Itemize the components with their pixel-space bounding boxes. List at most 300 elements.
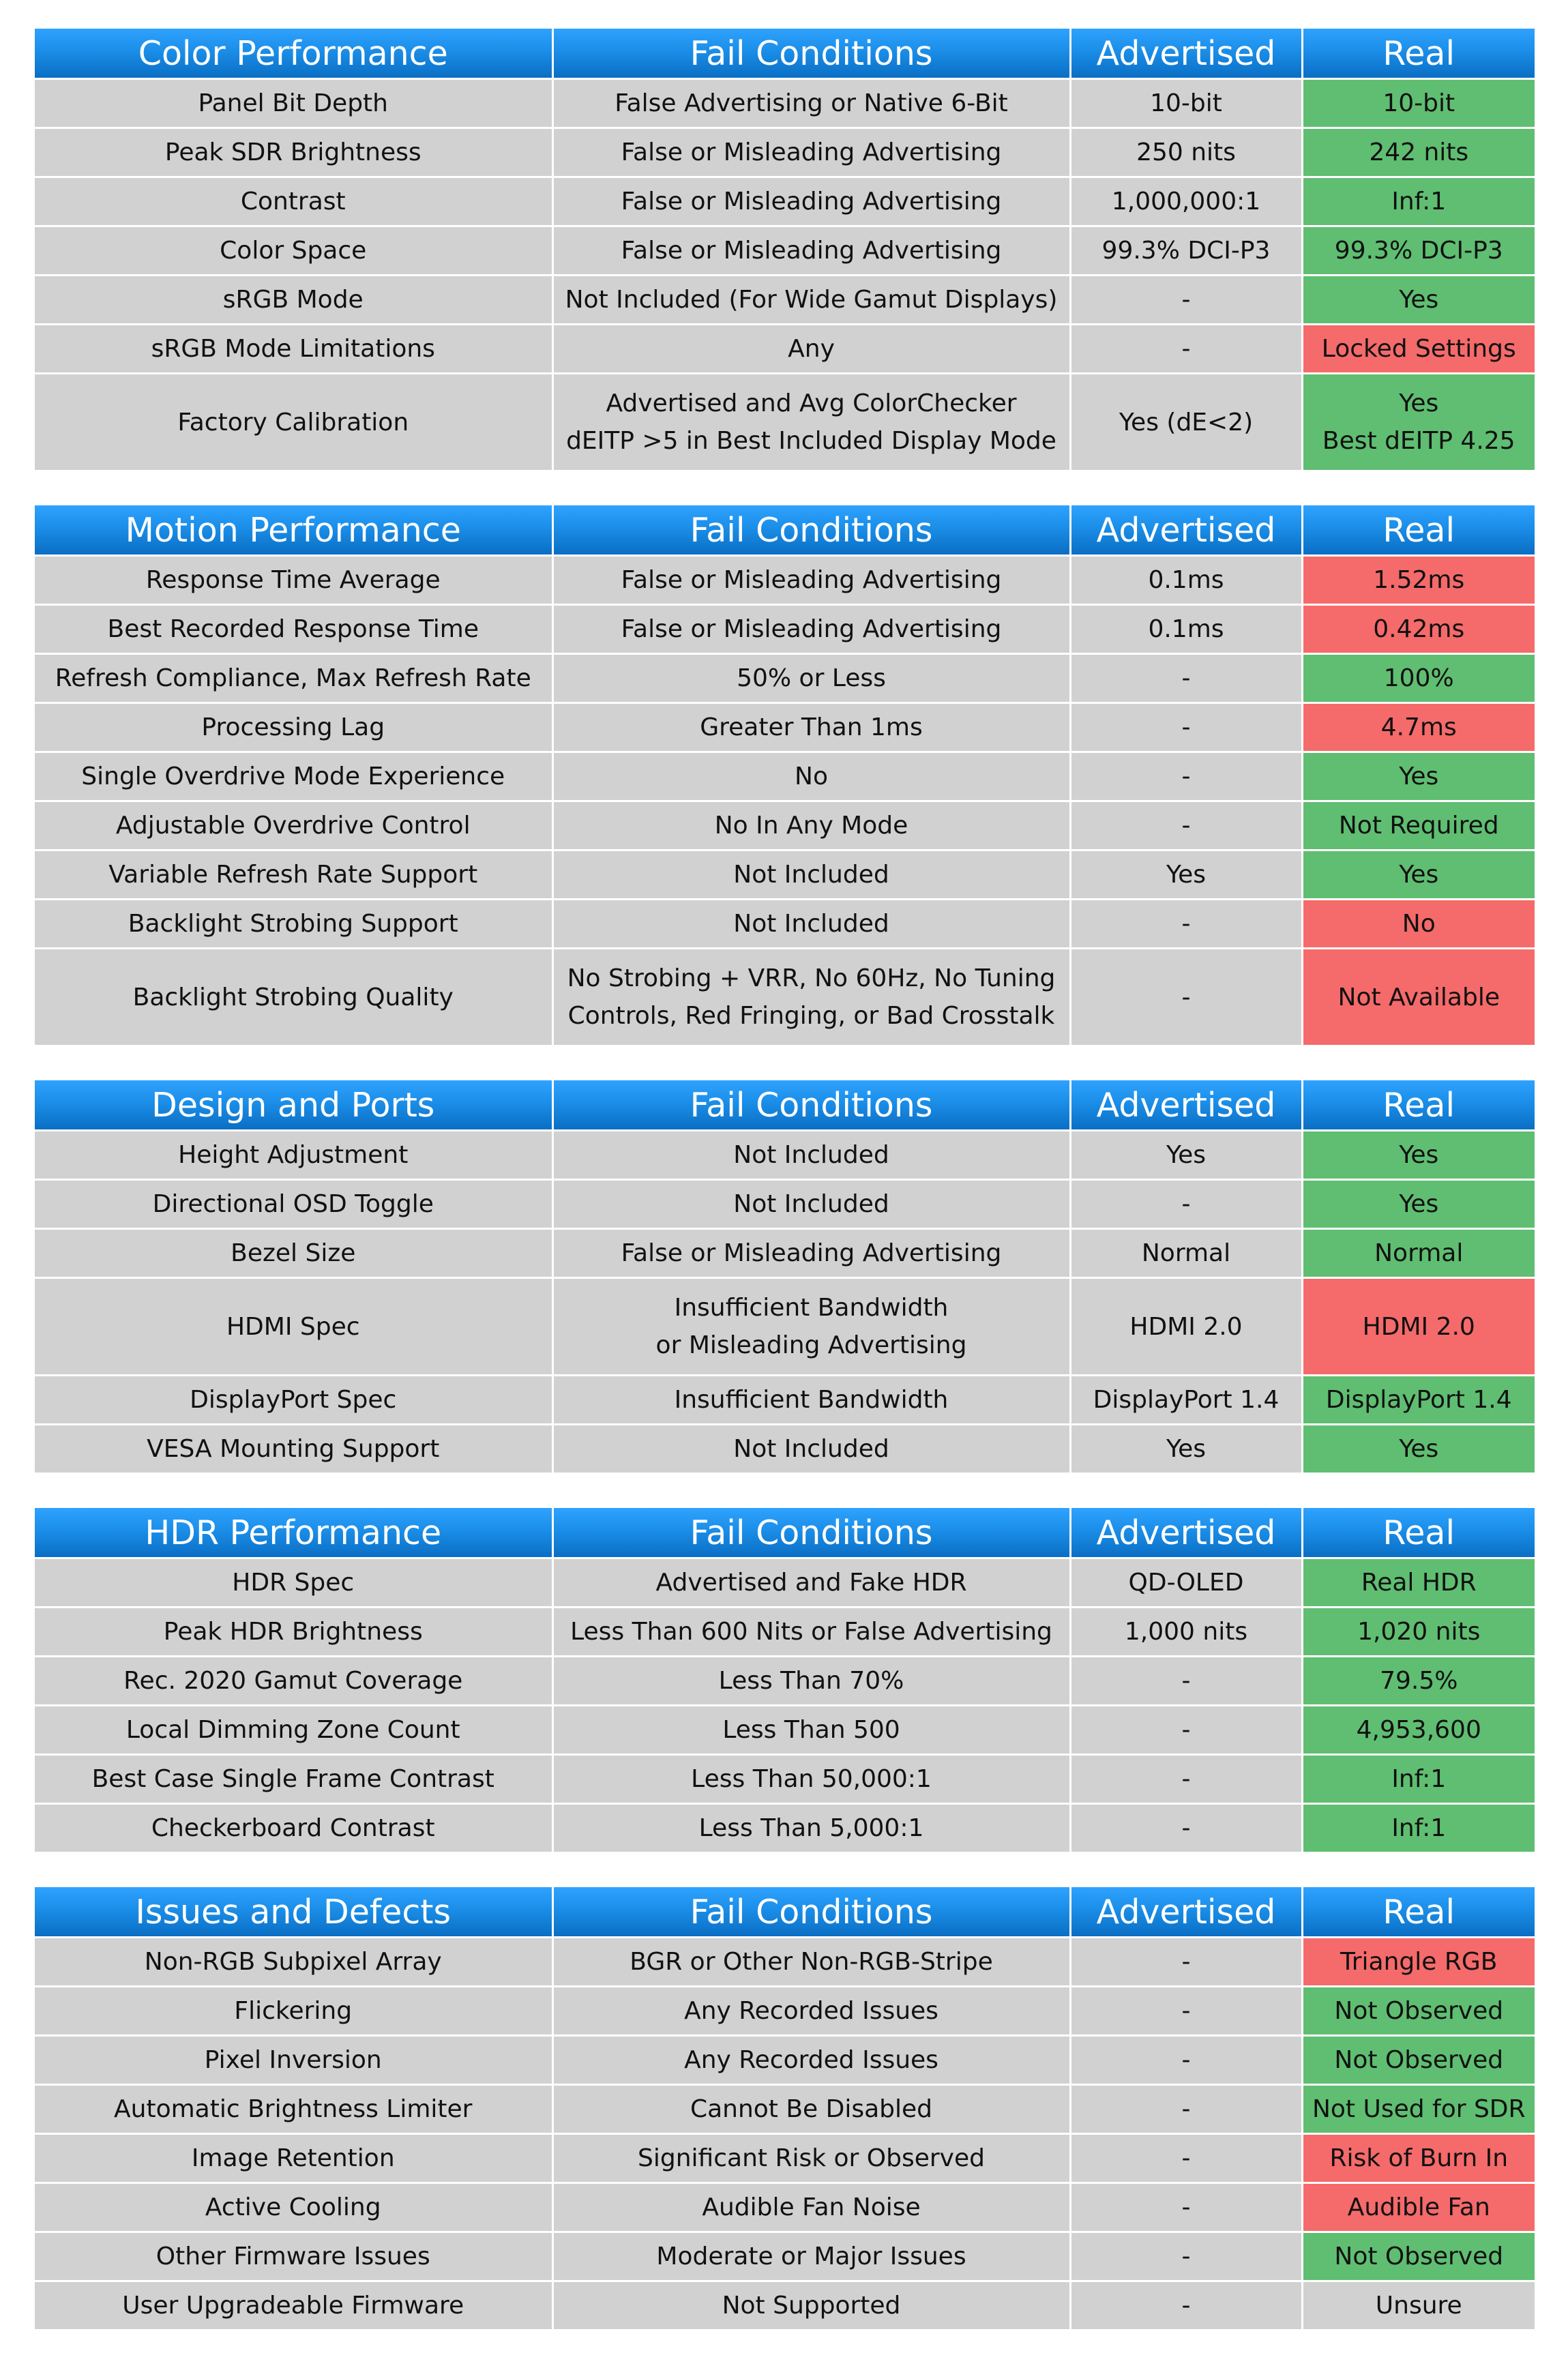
fail-condition-cell [552,556,1070,605]
advertised-cell [1070,1425,1302,1473]
real-cell [1302,79,1535,128]
metric-cell-text: Contrast [240,188,346,216]
advertised-cell-text: - [1181,983,1191,1011]
real-cell [1302,1131,1535,1180]
advertised-cell-text: 99.3% DCI-P3 [1101,237,1271,265]
real-cell-text: Inf:1 [1391,1765,1447,1793]
table-row [35,949,1535,1046]
section-color-performance [35,29,1535,470]
real-cell-text: 0.42ms [1373,615,1465,643]
advertised-cell [1070,900,1302,949]
metric-cell [35,276,552,325]
metric-cell [35,128,552,177]
metric-cell-text: Automatic Brightness Limiter [114,2095,473,2123]
real-cell-text: Inf:1 [1391,1814,1447,1842]
advertised-cell-text: Yes [1166,1141,1207,1169]
metric-cell-text: DisplayPort Spec [190,1386,397,1414]
section-title: Motion Performance [35,505,552,556]
table-row [35,1804,1535,1852]
table-row [35,900,1535,949]
advertised-cell [1070,2085,1302,2134]
fail-condition-cell-text: Not Included [733,910,889,938]
advertised-cell [1070,374,1302,471]
real-cell [1302,374,1535,471]
table-row [35,703,1535,752]
real-cell-text: 10-bit [1382,89,1455,117]
metric-cell [35,1131,552,1180]
fail-condition-cell-text: Insufficient Bandwidth [674,1294,949,1322]
metric-cell-text: Adjustable Overdrive Control [115,812,471,840]
metric-cell [35,1278,552,1376]
fail-condition-cell-text: Less Than 500 [722,1716,900,1744]
table-row [35,1278,1535,1376]
fail-condition-cell-text: 50% or Less [737,664,886,692]
fail-condition-cell-text: False or Misleading Advertising [621,615,1002,643]
real-cell [1302,2281,1535,2330]
real-header: Real [1302,1887,1535,1938]
metric-cell [35,900,552,949]
real-cell-text: Risk of Burn In [1329,2144,1509,2172]
metric-cell [35,1755,552,1804]
advertised-cell-text: Normal [1141,1239,1231,1267]
fail-condition-cell-text: Moderate or Major Issues [656,2243,966,2270]
metric-cell-text: Factory Calibration [177,408,409,436]
advertised-cell-text: 10-bit [1150,89,1222,117]
advertised-header: Advertised [1070,29,1302,79]
advertised-cell [1070,1608,1302,1657]
real-cell [1302,1608,1535,1657]
advertised-cell-text: Yes (dE<2) [1119,408,1254,436]
fail-condition-cell-text: or Misleading Advertising [655,1331,967,1359]
advertised-cell [1070,1558,1302,1608]
metric-cell-text: Single Overdrive Mode Experience [81,763,505,790]
metric-cell-text: Active Cooling [205,2193,381,2221]
metric-cell-text: sRGB Mode [222,286,364,314]
real-cell-text: Yes [1399,1435,1439,1463]
fail-condition-cell [552,1558,1070,1608]
real-cell [1302,654,1535,703]
real-cell [1302,2183,1535,2232]
metric-cell-text: Local Dimming Zone Count [125,1716,460,1744]
advertised-cell-text: - [1181,1667,1191,1695]
fail-condition-cell [552,128,1070,177]
metric-cell [35,801,552,850]
advertised-cell [1070,850,1302,900]
table-row [35,654,1535,703]
advertised-cell-text: - [1181,2046,1191,2074]
advertised-cell-text: Yes [1166,1435,1207,1463]
fail-condition-cell-text: Any Recorded Issues [684,2046,938,2074]
section-header [35,29,1535,79]
section-header [35,1080,1535,1131]
fail-condition-cell-text: No Strobing + VRR, No 60Hz, No Tuning [567,964,1056,992]
real-cell [1302,1425,1535,1473]
fail-condition-cell-text: False or Misleading Advertising [621,188,1002,216]
table-row [35,1180,1535,1229]
advertised-cell [1070,226,1302,276]
fail-condition-cell [552,1755,1070,1804]
real-cell-text: Yes [1399,763,1439,790]
table-row [35,2134,1535,2183]
fail-condition-cell [552,1706,1070,1755]
table-row [35,325,1535,374]
metric-cell-text: sRGB Mode Limitations [151,335,435,363]
fail-condition-cell [552,1987,1070,2036]
metric-cell-text: Backlight Strobing Support [128,910,458,938]
fail-condition-cell-text: Audible Fan Noise [702,2193,921,2221]
fail-condition-cell [552,1657,1070,1706]
metric-cell [35,1425,552,1473]
metric-cell [35,1657,552,1706]
real-cell-text: Not Observed [1334,2243,1504,2270]
advertised-cell [1070,2281,1302,2330]
real-cell [1302,2036,1535,2085]
metric-cell-text: Refresh Compliance, Max Refresh Rate [55,664,531,692]
fail-condition-cell [552,1180,1070,1229]
real-cell [1302,325,1535,374]
real-cell-text: Normal [1374,1239,1464,1267]
fail-condition-cell [552,2281,1070,2330]
table-row [35,2232,1535,2281]
metric-cell-text: Height Adjustment [178,1141,409,1169]
real-cell [1302,1755,1535,1804]
metric-cell-text: Color Space [220,237,367,265]
fail-condition-cell [552,177,1070,226]
table-row [35,1755,1535,1804]
advertised-cell [1070,177,1302,226]
fail-condition-cell [552,79,1070,128]
metric-cell [35,752,552,801]
section-title: Color Performance [35,29,552,79]
table-row [35,1229,1535,1278]
advertised-cell [1070,1706,1302,1755]
fail-condition-cell-text: Advertised and Avg ColorChecker [606,389,1017,417]
fail-condition-cell-text: Advertised and Fake HDR [655,1569,967,1597]
advertised-cell-text: 1,000,000:1 [1111,188,1261,216]
advertised-cell [1070,2183,1302,2232]
real-cell-text: 242 nits [1369,138,1469,166]
table-row [35,1938,1535,1987]
table-row [35,2281,1535,2330]
section-title: Issues and Defects [35,1887,552,1938]
metric-cell-text: Image Retention [191,2144,395,2172]
metric-cell-text: Peak SDR Brightness [164,138,421,166]
advertised-cell [1070,1804,1302,1852]
advertised-cell-text: - [1181,2243,1191,2270]
metric-cell-text: Pixel Inversion [204,2046,382,2074]
metric-cell-text: Checkerboard Contrast [151,1814,435,1842]
metric-cell-text: Backlight Strobing Quality [132,983,454,1011]
real-cell-text: Audible Fan [1347,2193,1490,2221]
advertised-cell [1070,1755,1302,1804]
advertised-cell [1070,605,1302,654]
metric-cell-text: Non-RGB Subpixel Array [144,1948,442,1976]
section-header [35,1887,1535,1938]
real-cell-text: Not Observed [1334,1997,1504,2025]
metric-cell [35,949,552,1046]
advertised-cell [1070,2036,1302,2085]
table-row [35,2183,1535,2232]
advertised-cell-text: - [1181,2144,1191,2172]
fail-condition-cell [552,2232,1070,2281]
advertised-cell-text: Yes [1166,861,1207,889]
table-row [35,1425,1535,1473]
metric-cell [35,1229,552,1278]
advertised-cell [1070,276,1302,325]
metric-cell [35,703,552,752]
section-issues-and-defects [35,1887,1535,2329]
fail-condition-cell [552,374,1070,471]
metric-cell [35,850,552,900]
metric-cell-text: Best Case Single Frame Contrast [91,1765,494,1793]
table-row [35,1987,1535,2036]
advertised-cell-text: - [1181,910,1191,938]
advertised-cell-text: - [1181,1190,1191,1218]
metric-cell-text: User Upgradeable Firmware [122,2292,464,2320]
fail-condition-cell [552,2183,1070,2232]
section-header [35,505,1535,556]
real-cell [1302,1987,1535,2036]
metric-cell-text: Rec. 2020 Gamut Coverage [123,1667,463,1695]
metric-cell-text: Variable Refresh Rate Support [108,861,478,889]
fail-condition-cell [552,1376,1070,1425]
real-cell [1302,703,1535,752]
fail-condition-cell-text: False or Misleading Advertising [621,566,1002,594]
advertised-header: Advertised [1070,1080,1302,1131]
metric-cell [35,2134,552,2183]
real-cell-text: 4.7ms [1380,713,1457,741]
advertised-cell [1070,1278,1302,1376]
real-cell [1302,1180,1535,1229]
fail-condition-cell-text: Less Than 70% [718,1667,904,1695]
fail-condition-cell [552,1608,1070,1657]
fail-condition-cell [552,1229,1070,1278]
fail-condition-cell [552,2036,1070,2085]
advertised-cell-text: - [1181,1814,1191,1842]
table-row [35,276,1535,325]
fail-condition-cell-text: Any [788,335,835,363]
real-cell [1302,1376,1535,1425]
real-cell-text: Inf:1 [1391,188,1447,216]
real-cell-text: Triangle RGB [1340,1948,1498,1976]
advertised-header: Advertised [1070,505,1302,556]
fail-condition-cell [552,1804,1070,1852]
metric-cell [35,325,552,374]
metric-cell [35,1180,552,1229]
table-row [35,556,1535,605]
advertised-cell [1070,2232,1302,2281]
advertised-cell-text: - [1181,763,1191,790]
advertised-cell-text: - [1181,335,1191,363]
fail-condition-cell [552,2134,1070,2183]
real-cell-text: Real HDR [1361,1569,1477,1597]
metric-cell [35,1938,552,1987]
real-cell-text: 1.52ms [1373,566,1465,594]
fail-condition-cell [552,1278,1070,1376]
fail-conditions-header: Fail Conditions [552,505,1070,556]
advertised-cell-text: - [1181,664,1191,692]
fail-condition-cell-text: False or Misleading Advertising [621,237,1002,265]
real-cell-text: 1,020 nits [1357,1618,1481,1646]
table-row [35,605,1535,654]
real-cell [1302,276,1535,325]
real-cell [1302,1558,1535,1608]
real-header: Real [1302,505,1535,556]
real-cell-text: Locked Settings [1321,335,1516,363]
fail-condition-cell-text: False or Misleading Advertising [621,1239,1002,1267]
real-cell-text: Not Used for SDR [1312,2095,1526,2123]
fail-condition-cell-text: Significant Risk or Observed [638,2144,985,2172]
advertised-cell-text: 0.1ms [1148,566,1224,594]
fail-condition-cell-text: Any Recorded Issues [684,1997,938,2025]
advertised-cell [1070,79,1302,128]
table-row [35,226,1535,276]
metric-cell-text: Panel Bit Depth [198,89,388,117]
real-cell [1302,556,1535,605]
advertised-cell-text: - [1181,812,1191,840]
real-cell-text: Yes [1399,1141,1439,1169]
real-cell-text: HDMI 2.0 [1362,1312,1475,1341]
fail-condition-cell [552,276,1070,325]
metric-cell-text: HDR Spec [232,1569,355,1597]
advertised-cell-text: - [1181,1948,1191,1976]
fail-conditions-header: Fail Conditions [552,1887,1070,1938]
metric-cell [35,1804,552,1852]
real-cell [1302,850,1535,900]
table-row [35,801,1535,850]
table-row [35,2036,1535,2085]
metric-cell [35,654,552,703]
metric-cell [35,2085,552,2134]
fail-condition-cell-text: Less Than 50,000:1 [691,1765,932,1793]
real-cell-text: 100% [1383,664,1454,692]
table-row [35,1706,1535,1755]
table-row [35,177,1535,226]
advertised-cell [1070,1987,1302,2036]
advertised-cell [1070,703,1302,752]
fail-condition-cell-text: Cannot Be Disabled [690,2095,933,2123]
fail-condition-cell-text: dEITP >5 in Best Included Display Mode [566,427,1056,455]
advertised-cell [1070,1657,1302,1706]
metric-cell [35,1706,552,1755]
fail-condition-cell [552,752,1070,801]
section-hdr-performance [35,1508,1535,1852]
table-row [35,128,1535,177]
advertised-cell-text: 1,000 nits [1124,1618,1248,1646]
fail-condition-cell-text: BGR or Other Non-RGB-Stripe [630,1948,993,1976]
metric-cell-text: Processing Lag [201,713,385,741]
advertised-cell-text: HDMI 2.0 [1129,1312,1243,1341]
fail-condition-cell-text: Not Included [733,861,889,889]
advertised-cell [1070,1180,1302,1229]
metric-cell-text: Best Recorded Response Time [107,615,479,643]
real-cell-text: Best dEITP 4.25 [1322,427,1515,455]
table-row [35,1558,1535,1608]
advertised-cell-text: - [1181,1997,1191,2025]
real-cell-text: 79.5% [1380,1667,1458,1695]
real-cell [1302,949,1535,1046]
advertised-cell [1070,556,1302,605]
advertised-header: Advertised [1070,1887,1302,1938]
real-header: Real [1302,1508,1535,1558]
fail-conditions-header: Fail Conditions [552,29,1070,79]
advertised-cell-text: - [1181,1765,1191,1793]
advertised-cell [1070,1229,1302,1278]
fail-condition-cell-text: Not Included (For Wide Gamut Displays) [565,286,1058,314]
real-cell-text: Not Required [1338,812,1499,840]
real-cell [1302,605,1535,654]
advertised-cell [1070,1376,1302,1425]
advertised-cell [1070,752,1302,801]
metric-cell [35,79,552,128]
real-cell [1302,1706,1535,1755]
fail-condition-cell-text: False Advertising or Native 6-Bit [615,89,1008,117]
real-cell-text: 99.3% DCI-P3 [1334,237,1503,265]
fail-condition-cell [552,703,1070,752]
fail-condition-cell-text: Not Included [733,1141,889,1169]
real-cell [1302,128,1535,177]
metric-cell-text: HDMI Spec [226,1312,360,1341]
advertised-cell-text: 250 nits [1136,138,1236,166]
advertised-cell [1070,949,1302,1046]
real-cell [1302,1657,1535,1706]
real-header: Real [1302,29,1535,79]
fail-condition-cell-text: Not Included [733,1435,889,1463]
real-cell [1302,1938,1535,1987]
real-cell-text: Yes [1399,861,1439,889]
fail-condition-cell-text: Not Included [733,1190,889,1218]
real-cell [1302,1278,1535,1376]
advertised-cell-text: - [1181,713,1191,741]
real-cell-text: No [1402,910,1436,938]
table-row [35,1131,1535,1180]
advertised-cell [1070,801,1302,850]
fail-condition-cell [552,654,1070,703]
real-cell [1302,2134,1535,2183]
metric-cell-text: Bezel Size [231,1239,356,1267]
metric-cell [35,1376,552,1425]
real-cell-text: Not Observed [1334,2046,1504,2074]
fail-condition-cell-text: No In Any Mode [714,812,908,840]
fail-condition-cell [552,850,1070,900]
advertised-cell-text: - [1181,2193,1191,2221]
fail-condition-cell [552,1425,1070,1473]
fail-condition-cell [552,1131,1070,1180]
real-cell [1302,801,1535,850]
metric-cell [35,2232,552,2281]
section-design-and-ports [35,1080,1535,1472]
table-row [35,1657,1535,1706]
real-cell-text: Yes [1399,286,1439,314]
fail-condition-cell-text: Not Supported [722,2292,901,2320]
fail-condition-cell [552,949,1070,1046]
fail-conditions-header: Fail Conditions [552,1080,1070,1131]
real-cell [1302,2085,1535,2134]
metric-cell [35,1987,552,2036]
section-title: Design and Ports [35,1080,552,1131]
real-cell-text: DisplayPort 1.4 [1325,1386,1512,1414]
table-row [35,850,1535,900]
real-cell-text: 4,953,600 [1356,1716,1481,1744]
section-motion-performance [35,505,1535,1045]
advertised-cell [1070,325,1302,374]
table-row [35,1608,1535,1657]
fail-condition-cell [552,325,1070,374]
metric-cell [35,1558,552,1608]
fail-condition-cell [552,2085,1070,2134]
fail-condition-cell [552,605,1070,654]
table-row [35,79,1535,128]
